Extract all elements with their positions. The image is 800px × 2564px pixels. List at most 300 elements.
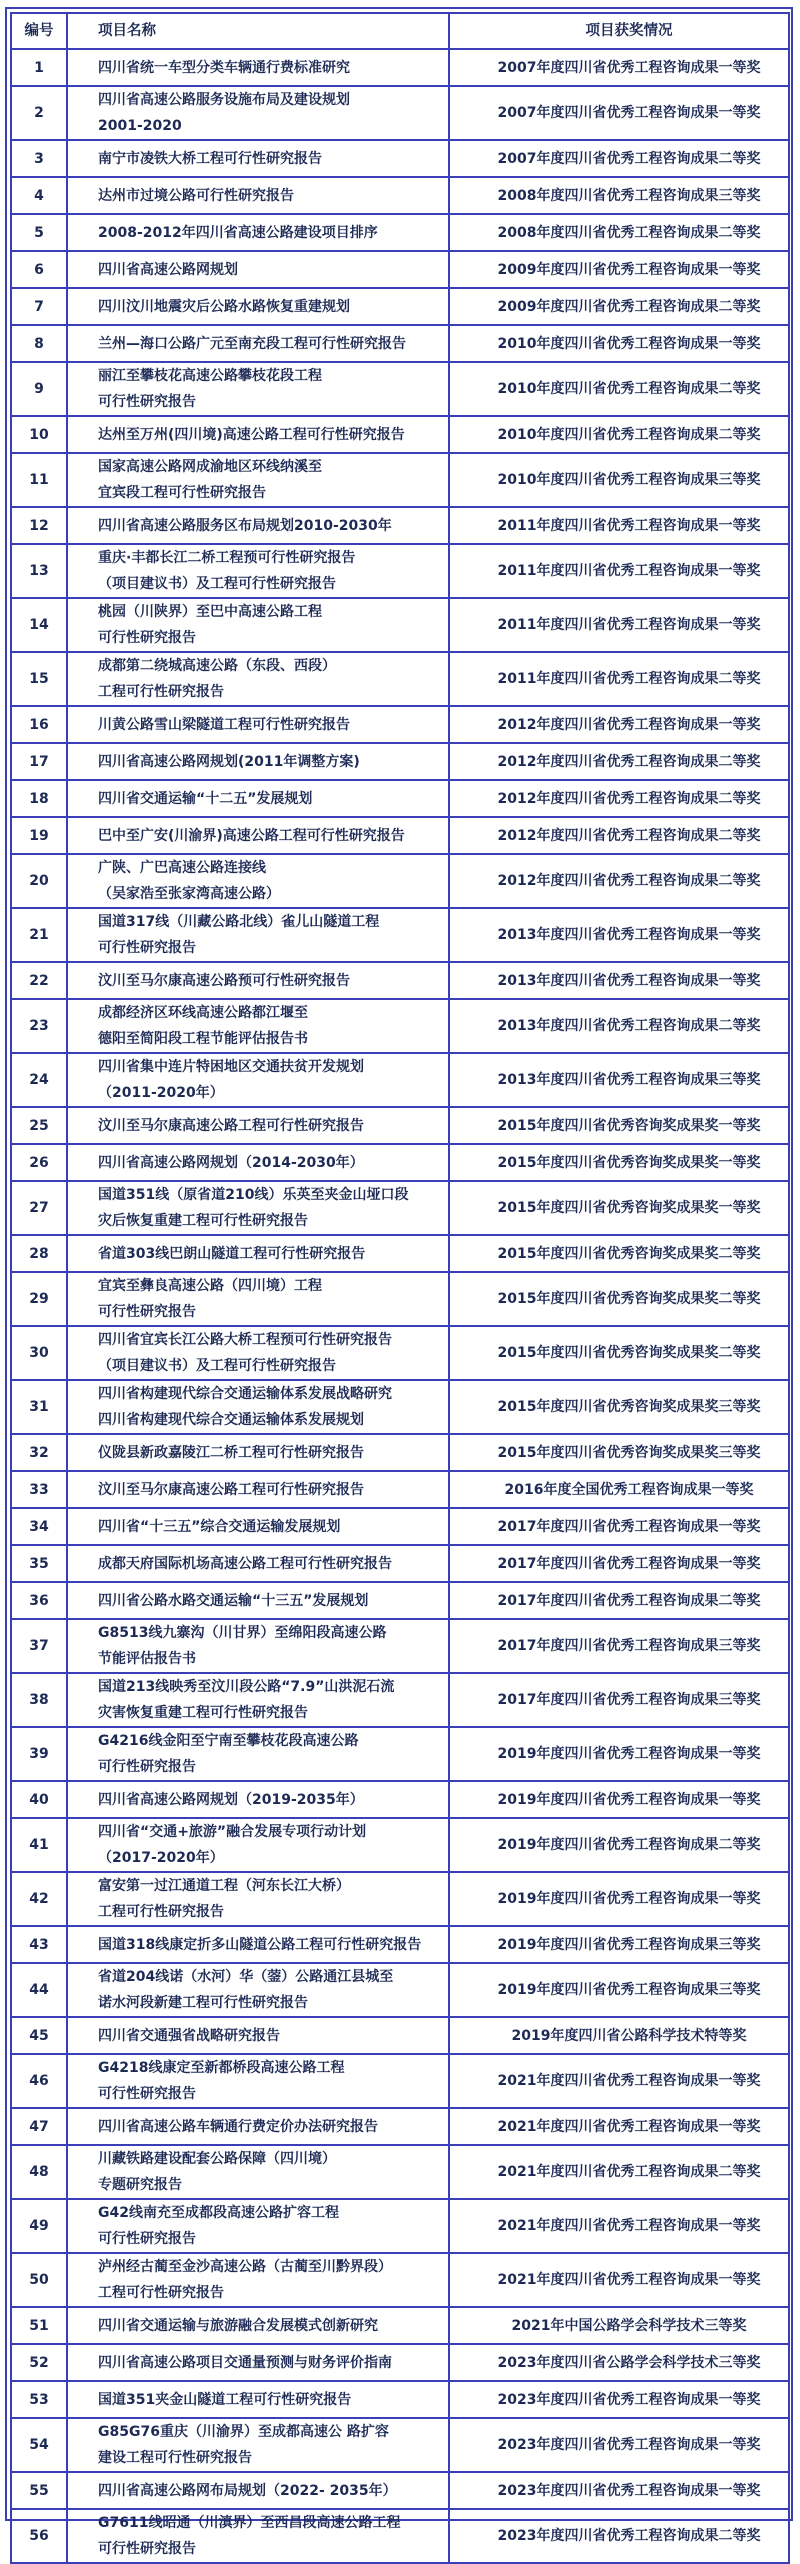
- award-status: 2010年度四川省优秀工程咨询成果一等奖: [449, 325, 789, 362]
- project-name: [67, 544, 449, 598]
- award-status: 2011年度四川省优秀工程咨询成果一等奖: [449, 544, 789, 598]
- project-name: [67, 453, 449, 507]
- award-status: 2021年度四川省优秀工程咨询成果一等奖: [449, 2253, 789, 2307]
- award-status: 2017年度四川省优秀工程咨询成果三等奖: [449, 1673, 789, 1727]
- row-number: 17: [11, 743, 67, 780]
- table-row: [11, 1673, 789, 1727]
- award-status: 2021年中国公路学会科学技术三等奖: [449, 2307, 789, 2344]
- project-name: [67, 177, 449, 214]
- project-name: [67, 1727, 449, 1781]
- award-status: 2013年度四川省优秀工程咨询成果一等奖: [449, 962, 789, 999]
- project-name-line: 可行性研究报告: [98, 1304, 196, 1320]
- award-status: 2012年度四川省优秀工程咨询成果二等奖: [449, 743, 789, 780]
- project-name: [67, 2253, 449, 2307]
- project-name-line: 德阳至简阳段工程节能评估报告书: [98, 1031, 308, 1047]
- award-status: 2008年度四川省优秀工程咨询成果三等奖: [449, 177, 789, 214]
- project-name: [67, 1673, 449, 1727]
- project-name-line: 四川省高速公路服务区布局规划2010-2030年: [98, 517, 392, 534]
- table-row: [11, 1326, 789, 1380]
- project-name-line: 四川省“交通+旅游”融合发展专项行动计划: [98, 1824, 367, 1840]
- row-number: 10: [11, 416, 67, 453]
- table-row: [11, 86, 789, 140]
- row-number: 51: [11, 2307, 67, 2344]
- project-name-line: 仪陇县新政嘉陵江二桥工程可行性研究报告: [98, 1444, 364, 1461]
- project-name: [67, 1508, 449, 1545]
- row-number: 9: [11, 362, 67, 416]
- row-number: 7: [11, 288, 67, 325]
- project-name-line: 四川省高速公路网布局规划（2022- 2035年）: [98, 2482, 397, 2499]
- row-number: 13: [11, 544, 67, 598]
- table-row: [11, 2199, 789, 2253]
- row-number: 33: [11, 1471, 67, 1508]
- table-row: [11, 1872, 789, 1926]
- project-name-line: 川藏铁路建设配套公路保障（四川境）: [98, 2151, 336, 2167]
- project-name-line: 四川省“十三五”综合交通运输发展规划: [98, 1518, 341, 1535]
- row-number: 42: [11, 1872, 67, 1926]
- project-name: [67, 507, 449, 544]
- project-name-line: 工程可行性研究报告: [98, 1904, 224, 1920]
- award-status: 2013年度四川省优秀工程咨询成果二等奖: [449, 999, 789, 1053]
- award-status: 2019年度四川省优秀工程咨询成果一等奖: [449, 1781, 789, 1818]
- award-status: 2011年度四川省优秀工程咨询成果一等奖: [449, 598, 789, 652]
- project-name: [67, 908, 449, 962]
- award-status: 2010年度四川省优秀工程咨询成果三等奖: [449, 453, 789, 507]
- row-number: 30: [11, 1326, 67, 1380]
- table-row: [11, 288, 789, 325]
- table-row: [11, 1582, 789, 1619]
- project-name-line: 川黄公路雪山梁隧道工程可行性研究报告: [98, 716, 350, 733]
- award-status: 2021年度四川省优秀工程咨询成果一等奖: [449, 2108, 789, 2145]
- project-name: [67, 2381, 449, 2418]
- table-row: [11, 2108, 789, 2145]
- award-status: 2015年度四川省优秀咨询奖成果奖一等奖: [449, 1181, 789, 1235]
- award-status: 2010年度四川省优秀工程咨询成果二等奖: [449, 362, 789, 416]
- table-row: [11, 1508, 789, 1545]
- table-row: [11, 1181, 789, 1235]
- row-number: 40: [11, 1781, 67, 1818]
- award-status: 2015年度四川省优秀咨询奖成果奖一等奖: [449, 1107, 789, 1144]
- project-name-line: 工程可行性研究报告: [98, 2285, 224, 2301]
- project-name-line: G4218线康定至新都桥段高速公路工程: [98, 2060, 345, 2076]
- project-name: [67, 2199, 449, 2253]
- table-row: [11, 251, 789, 288]
- table-row: [11, 652, 789, 706]
- project-name-line: 四川省高速公路网规划（2014-2030年）: [98, 1154, 364, 1171]
- project-name-line: 宜宾至彝良高速公路（四川境）工程: [98, 1278, 322, 1294]
- row-number: 47: [11, 2108, 67, 2145]
- project-name-line: 广陕、广巴高速公路连接线: [98, 860, 266, 876]
- project-name-line: 四川省交通运输“十二五”发展规划: [98, 790, 313, 807]
- project-name-line: 四川省高速公路网规划: [98, 261, 238, 278]
- table-row: [11, 49, 789, 86]
- project-name: [67, 1380, 449, 1434]
- row-number: 50: [11, 2253, 67, 2307]
- project-name: [67, 1053, 449, 1107]
- award-status: 2012年度四川省优秀工程咨询成果一等奖: [449, 706, 789, 743]
- project-name-line: 四川省高速公路项目交通量预测与财务评价指南: [98, 2354, 392, 2371]
- project-name: [67, 817, 449, 854]
- row-number: 27: [11, 1181, 67, 1235]
- project-name-line: 四川省交通强省战略研究报告: [98, 2027, 280, 2044]
- table-row: [11, 453, 789, 507]
- table-row: [11, 854, 789, 908]
- award-status: 2013年度四川省优秀工程咨询成果三等奖: [449, 1053, 789, 1107]
- award-status: 2013年度四川省优秀工程咨询成果一等奖: [449, 908, 789, 962]
- table-row: [11, 1471, 789, 1508]
- table-row: [11, 416, 789, 453]
- project-name: [67, 2145, 449, 2199]
- row-number: 1: [11, 49, 67, 86]
- project-name-line: 重庆·丰都长江二桥工程预可行性研究报告: [98, 550, 356, 566]
- project-name: [67, 1545, 449, 1582]
- project-name: [67, 1781, 449, 1818]
- table-row: [11, 214, 789, 251]
- award-status: 2019年度四川省公路科学技术特等奖: [449, 2017, 789, 2054]
- row-number: 31: [11, 1380, 67, 1434]
- project-name-line: 国道351夹金山隧道工程可行性研究报告: [98, 2391, 352, 2408]
- row-number: 18: [11, 780, 67, 817]
- row-number: 24: [11, 1053, 67, 1107]
- award-status: 2023年度四川省公路学会科学技术三等奖: [449, 2344, 789, 2381]
- row-number: 34: [11, 1508, 67, 1545]
- table-body: [11, 49, 789, 2563]
- award-status: 2019年度四川省优秀工程咨询成果三等奖: [449, 1926, 789, 1963]
- table-row: [11, 1619, 789, 1673]
- table-row: [11, 2145, 789, 2199]
- award-status: 2017年度四川省优秀工程咨询成果二等奖: [449, 1582, 789, 1619]
- project-name-line: 达州市过境公路可行性研究报告: [98, 187, 294, 204]
- project-name: [67, 1107, 449, 1144]
- project-name-line: 国道351线（原省道210线）乐英至夹金山垭口段: [98, 1187, 409, 1203]
- award-status: 2019年度四川省优秀工程咨询成果一等奖: [449, 1727, 789, 1781]
- award-status: 2015年度四川省优秀咨询奖成果奖二等奖: [449, 1272, 789, 1326]
- project-name-line: 专题研究报告: [98, 2177, 182, 2193]
- table-row: [11, 140, 789, 177]
- table-row: [11, 325, 789, 362]
- table-row: [11, 780, 789, 817]
- project-name-line: 四川省高速公路服务设施布局及建设规划: [98, 92, 350, 108]
- project-name-line: 达州至万州(四川境)高速公路工程可行性研究报告: [98, 426, 405, 443]
- project-name-line: 四川省统一车型分类车辆通行费标准研究: [98, 59, 350, 76]
- row-number: 8: [11, 325, 67, 362]
- project-name-line: 可行性研究报告: [98, 394, 196, 410]
- row-number: 43: [11, 1926, 67, 1963]
- table-row: [11, 962, 789, 999]
- row-number: 22: [11, 962, 67, 999]
- table-row: [11, 2054, 789, 2108]
- project-name: [67, 1471, 449, 1508]
- table-row: [11, 2418, 789, 2472]
- project-name: [67, 251, 449, 288]
- project-name-line: 四川省构建现代综合交通运输体系发展战略研究: [98, 1386, 392, 1402]
- award-status: 2023年度四川省优秀工程咨询成果一等奖: [449, 2418, 789, 2472]
- project-name-line: G4216线金阳至宁南至攀枝花段高速公路: [98, 1733, 359, 1749]
- row-number: 52: [11, 2344, 67, 2381]
- row-number: 14: [11, 598, 67, 652]
- project-name-line: 建设工程可行性研究报告: [98, 2450, 252, 2466]
- table-row: [11, 1434, 789, 1471]
- award-status: 2012年度四川省优秀工程咨询成果二等奖: [449, 854, 789, 908]
- table-row: [11, 1545, 789, 1582]
- table-row: [11, 2017, 789, 2054]
- project-name-line: 四川省集中连片特困地区交通扶贫开发规划: [98, 1059, 364, 1075]
- award-status: 2010年度四川省优秀工程咨询成果二等奖: [449, 416, 789, 453]
- project-name-line: 泸州经古蔺至金沙高速公路（古蔺至川黔界段）: [98, 2259, 392, 2275]
- project-name-line: 成都第二绕城高速公路（东段、西段）: [98, 658, 336, 674]
- project-name: [67, 2418, 449, 2472]
- row-number: 46: [11, 2054, 67, 2108]
- award-status: 2012年度四川省优秀工程咨询成果二等奖: [449, 817, 789, 854]
- table-row: [11, 1053, 789, 1107]
- award-status: 2023年度四川省优秀工程咨询成果一等奖: [449, 2472, 789, 2509]
- table-row: [11, 507, 789, 544]
- project-name-line: 兰州—海口公路广元至南充段工程可行性研究报告: [98, 335, 406, 352]
- row-number: 4: [11, 177, 67, 214]
- project-name: [67, 1926, 449, 1963]
- award-status: 2012年度四川省优秀工程咨询成果二等奖: [449, 780, 789, 817]
- award-status: 2017年度四川省优秀工程咨询成果一等奖: [449, 1508, 789, 1545]
- awards-table: [10, 12, 790, 2564]
- table-row: [11, 743, 789, 780]
- row-number: 20: [11, 854, 67, 908]
- row-number: 25: [11, 1107, 67, 1144]
- header-award: 项目获奖情况: [449, 13, 789, 49]
- award-status: 2017年度四川省优秀工程咨询成果三等奖: [449, 1619, 789, 1673]
- row-number: 26: [11, 1144, 67, 1181]
- row-number: 6: [11, 251, 67, 288]
- project-name-line: G42线南充至成都段高速公路扩容工程: [98, 2205, 339, 2221]
- row-number: 48: [11, 2145, 67, 2199]
- project-name: [67, 652, 449, 706]
- project-name-line: 诺水河段新建工程可行性研究报告: [98, 1995, 308, 2011]
- table-row: [11, 598, 789, 652]
- table-row: [11, 1144, 789, 1181]
- project-name: [67, 1272, 449, 1326]
- project-name: [67, 140, 449, 177]
- project-name: [67, 416, 449, 453]
- row-number: 12: [11, 507, 67, 544]
- row-number: 16: [11, 706, 67, 743]
- project-name-line: （2017-2020年）: [98, 1850, 224, 1866]
- award-status: 2019年度四川省优秀工程咨询成果二等奖: [449, 1818, 789, 1872]
- row-number: 39: [11, 1727, 67, 1781]
- row-number: 36: [11, 1582, 67, 1619]
- award-status: 2007年度四川省优秀工程咨询成果一等奖: [449, 86, 789, 140]
- project-name: [67, 1619, 449, 1673]
- row-number: 29: [11, 1272, 67, 1326]
- row-number: 35: [11, 1545, 67, 1582]
- table-row: [11, 2344, 789, 2381]
- table-row: [11, 908, 789, 962]
- project-name-line: 四川省公路水路交通运输“十三五”发展规划: [98, 1592, 369, 1609]
- project-name: [67, 1181, 449, 1235]
- table-row: [11, 2509, 789, 2563]
- award-status: 2019年度四川省优秀工程咨询成果一等奖: [449, 1872, 789, 1926]
- project-name-line: 省道303线巴朗山隧道工程可行性研究报告: [98, 1245, 366, 1262]
- project-name-line: （项目建议书）及工程可行性研究报告: [98, 576, 336, 592]
- project-name-line: 丽江至攀枝花高速公路攀枝花段工程: [98, 368, 322, 384]
- award-status: 2021年度四川省优秀工程咨询成果一等奖: [449, 2199, 789, 2253]
- project-name-line: 省道204线诺（水河）华（蓥）公路通江县城至: [98, 1969, 394, 1985]
- table-row: [11, 362, 789, 416]
- project-name-line: （项目建议书）及工程可行性研究报告: [98, 1358, 336, 1374]
- project-name: [67, 743, 449, 780]
- project-name: [67, 1963, 449, 2017]
- award-status: 2007年度四川省优秀工程咨询成果一等奖: [449, 49, 789, 86]
- project-name-line: （吴家浩至张家湾高速公路）: [98, 886, 280, 902]
- table-row: [11, 2472, 789, 2509]
- project-name-line: 四川省交通运输与旅游融合发展模式创新研究: [98, 2317, 378, 2334]
- award-status: 2017年度四川省优秀工程咨询成果一等奖: [449, 1545, 789, 1582]
- award-status: 2019年度四川省优秀工程咨询成果三等奖: [449, 1963, 789, 2017]
- project-name-line: 可行性研究报告: [98, 630, 196, 646]
- header-project-name: 项目名称: [67, 13, 449, 49]
- project-name-line: G7611线昭通（川滇界）至西昌段高速公路工程: [98, 2515, 401, 2531]
- project-name: [67, 1872, 449, 1926]
- award-status: 2011年度四川省优秀工程咨询成果一等奖: [449, 507, 789, 544]
- project-name-line: G8513线九寨沟（川甘界）至绵阳段高速公路: [98, 1625, 387, 1641]
- table-row: [11, 706, 789, 743]
- table-row: [11, 177, 789, 214]
- project-name-line: 国道317线（川藏公路北线）雀儿山隧道工程: [98, 914, 380, 930]
- project-name: [67, 1326, 449, 1380]
- row-number: 54: [11, 2418, 67, 2472]
- row-number: 49: [11, 2199, 67, 2253]
- project-name-line: 四川省高速公路网规划(2011年调整方案): [98, 753, 360, 770]
- project-name: [67, 2344, 449, 2381]
- row-number: 32: [11, 1434, 67, 1471]
- table-row: [11, 1727, 789, 1781]
- award-status: 2015年度四川省优秀咨询奖成果奖二等奖: [449, 1235, 789, 1272]
- award-status: 2009年度四川省优秀工程咨询成果一等奖: [449, 251, 789, 288]
- project-name-line: 国道318线康定折多山隧道公路工程可行性研究报告: [98, 1936, 422, 1953]
- project-name-line: 桃园（川陕界）至巴中高速公路工程: [98, 604, 322, 620]
- project-name: [67, 598, 449, 652]
- project-name: [67, 706, 449, 743]
- project-name-line: 国家高速公路网成渝地区环线纳溪至: [98, 459, 322, 475]
- project-name-line: 宜宾段工程可行性研究报告: [98, 485, 266, 501]
- row-number: 15: [11, 652, 67, 706]
- project-name-line: 灾害恢复重建工程可行性研究报告: [98, 1705, 308, 1721]
- award-status: 2009年度四川省优秀工程咨询成果二等奖: [449, 288, 789, 325]
- table-row: [11, 1380, 789, 1434]
- project-name-line: 南宁市凌铁大桥工程可行性研究报告: [98, 150, 322, 167]
- row-number: 55: [11, 2472, 67, 2509]
- project-name-line: （2011-2020年）: [98, 1085, 224, 1101]
- row-number: 53: [11, 2381, 67, 2418]
- row-number: 45: [11, 2017, 67, 2054]
- table-row: [11, 999, 789, 1053]
- row-number: 2: [11, 86, 67, 140]
- project-name-line: 四川省高速公路车辆通行费定价办法研究报告: [98, 2118, 378, 2135]
- project-name-line: 2008-2012年四川省高速公路建设项目排序: [98, 224, 378, 241]
- table-row: [11, 1963, 789, 2017]
- award-status: 2011年度四川省优秀工程咨询成果二等奖: [449, 652, 789, 706]
- project-name-line: 可行性研究报告: [98, 2541, 196, 2557]
- project-name-line: 富安第一过江通道工程（河东长江大桥）: [98, 1878, 350, 1894]
- project-name-line: G85G76重庆（川渝界）至成都高速公 路扩容: [98, 2424, 389, 2440]
- table-row: [11, 1926, 789, 1963]
- award-status: 2016年度全国优秀工程咨询成果一等奖: [449, 1471, 789, 1508]
- project-name: [67, 1144, 449, 1181]
- project-name-line: 节能评估报告书: [98, 1651, 196, 1667]
- award-status: 2015年度四川省优秀咨询奖成果奖三等奖: [449, 1434, 789, 1471]
- project-name: [67, 325, 449, 362]
- project-name: [67, 362, 449, 416]
- award-status: 2015年度四川省优秀咨询奖成果奖二等奖: [449, 1326, 789, 1380]
- project-name-line: 可行性研究报告: [98, 940, 196, 956]
- row-number: 41: [11, 1818, 67, 1872]
- project-name-line: 可行性研究报告: [98, 2231, 196, 2247]
- project-name: [67, 1235, 449, 1272]
- table-row: [11, 1235, 789, 1272]
- project-name-line: 巴中至广安(川渝界)高速公路工程可行性研究报告: [98, 827, 405, 844]
- project-name-line: 汶川至马尔康高速公路工程可行性研究报告: [98, 1481, 364, 1498]
- project-name-line: 灾后恢复重建工程可行性研究报告: [98, 1213, 308, 1229]
- award-status: 2021年度四川省优秀工程咨询成果一等奖: [449, 2054, 789, 2108]
- award-status: 2008年度四川省优秀工程咨询成果二等奖: [449, 214, 789, 251]
- table-header-row: [11, 13, 789, 49]
- award-status: 2015年度四川省优秀咨询奖成果奖一等奖: [449, 1144, 789, 1181]
- award-status: 2023年度四川省优秀工程咨询成果二等奖: [449, 2509, 789, 2563]
- row-number: 37: [11, 1619, 67, 1673]
- project-name-line: 汶川至马尔康高速公路工程可行性研究报告: [98, 1117, 364, 1134]
- project-name: [67, 2054, 449, 2108]
- table-row: [11, 1107, 789, 1144]
- row-number: 5: [11, 214, 67, 251]
- table-row: [11, 2381, 789, 2418]
- project-name-line: 汶川至马尔康高速公路预可行性研究报告: [98, 972, 350, 989]
- award-status: 2015年度四川省优秀咨询奖成果奖三等奖: [449, 1380, 789, 1434]
- row-number: 56: [11, 2509, 67, 2563]
- table-row: [11, 544, 789, 598]
- project-name: [67, 288, 449, 325]
- project-name-line: 四川省高速公路网规划（2019-2035年）: [98, 1791, 364, 1808]
- project-name-line: 可行性研究报告: [98, 1759, 196, 1775]
- project-name: [67, 214, 449, 251]
- project-name-line: 工程可行性研究报告: [98, 684, 224, 700]
- award-status: 2023年度四川省优秀工程咨询成果一等奖: [449, 2381, 789, 2418]
- project-name: [67, 86, 449, 140]
- project-name: [67, 49, 449, 86]
- row-number: 21: [11, 908, 67, 962]
- project-name: [67, 2509, 449, 2563]
- project-name-line: 国道213线映秀至汶川段公路“7.9”山洪泥石流: [98, 1679, 395, 1695]
- table-row: [11, 2307, 789, 2344]
- award-status: 2007年度四川省优秀工程咨询成果二等奖: [449, 140, 789, 177]
- table-row: [11, 1781, 789, 1818]
- table-row: [11, 1272, 789, 1326]
- project-name: [67, 2108, 449, 2145]
- project-name: [67, 1434, 449, 1471]
- row-number: 23: [11, 999, 67, 1053]
- project-name: [67, 962, 449, 999]
- project-name: [67, 999, 449, 1053]
- table-row: [11, 817, 789, 854]
- project-name-line: 可行性研究报告: [98, 2086, 196, 2102]
- project-name: [67, 780, 449, 817]
- project-name-line: 2001-2020: [98, 118, 182, 134]
- project-name-line: 四川汶川地震灾后公路水路恢复重建规划: [98, 298, 350, 315]
- project-name-line: 四川省宜宾长江公路大桥工程预可行性研究报告: [98, 1332, 392, 1348]
- row-number: 44: [11, 1963, 67, 2017]
- table-row: [11, 1818, 789, 1872]
- project-name: [67, 2307, 449, 2344]
- row-number: 19: [11, 817, 67, 854]
- award-status: 2021年度四川省优秀工程咨询成果二等奖: [449, 2145, 789, 2199]
- project-name: [67, 2017, 449, 2054]
- project-name: [67, 2472, 449, 2509]
